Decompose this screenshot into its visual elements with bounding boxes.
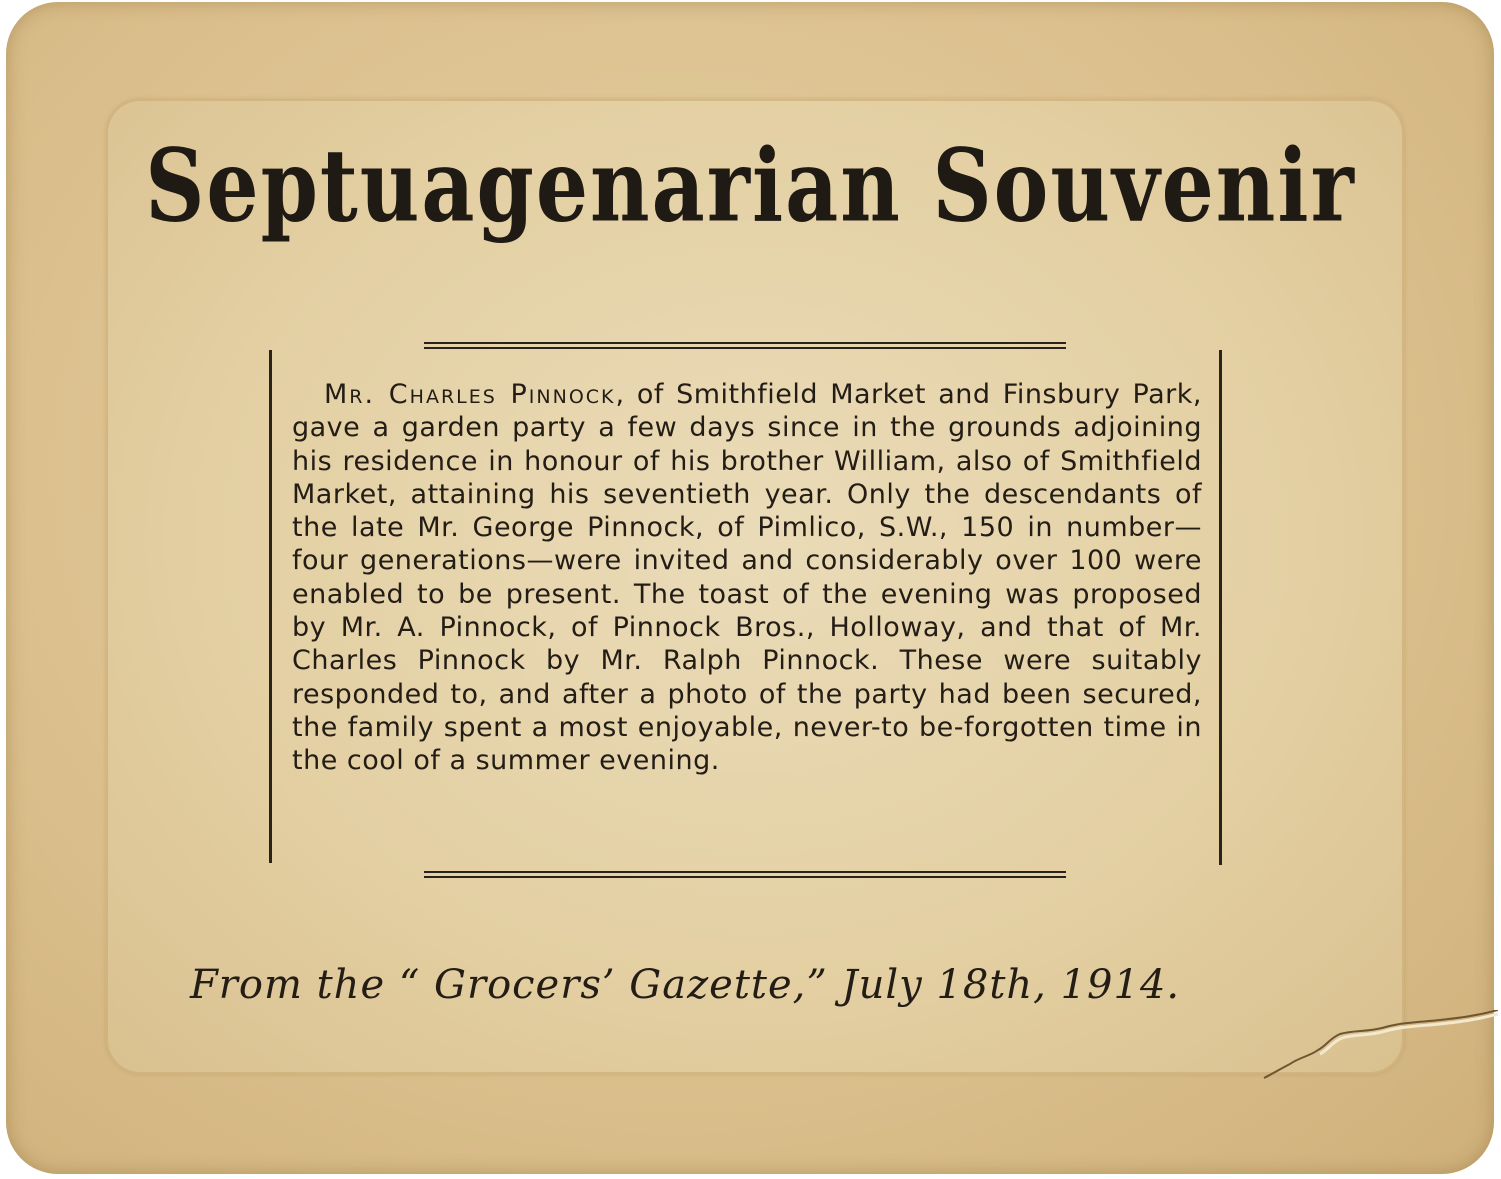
article-body: , of Smithfield Market and Finsbury Park, gave a garden party a few days since in the grounds adjoining his residence in honour of his brother William, also of Smithfield Market, attaining his seventieth year. Only the descendants of the late Mr. George Pinnock, of Pimlico, S.W., 150 in number—four generations—were invited and considerably over 100 were enabled to be present. The toast of the evening was proposed by Mr. A. Pinnock, of Pinnock Bros., Holloway, and that of Mr. Charles Pinnock by Mr. Ralph Pinnock. These were suitably responded to, and after a photo of the party had been secured, the family spent a most enjoyable, never-to be-forgotten time in the cool of a summer evening. bbox=[292, 379, 1202, 777]
top-double-rule bbox=[424, 342, 1066, 349]
article-paragraph bbox=[292, 378, 1202, 778]
article-text bbox=[292, 378, 1202, 778]
left-column-rule bbox=[269, 350, 272, 863]
article-lead-name: Mr. Charles Pinnock bbox=[324, 379, 616, 410]
right-column-rule bbox=[1219, 350, 1222, 865]
card-title: Septuagenarian Souvenir bbox=[145, 128, 1356, 246]
source-citation: From the “ Grocers’ Gazette,” July 18th, 1914. bbox=[190, 962, 1181, 1008]
bottom-double-rule bbox=[424, 871, 1066, 878]
torn-corner-crack bbox=[1262, 1010, 1498, 1080]
